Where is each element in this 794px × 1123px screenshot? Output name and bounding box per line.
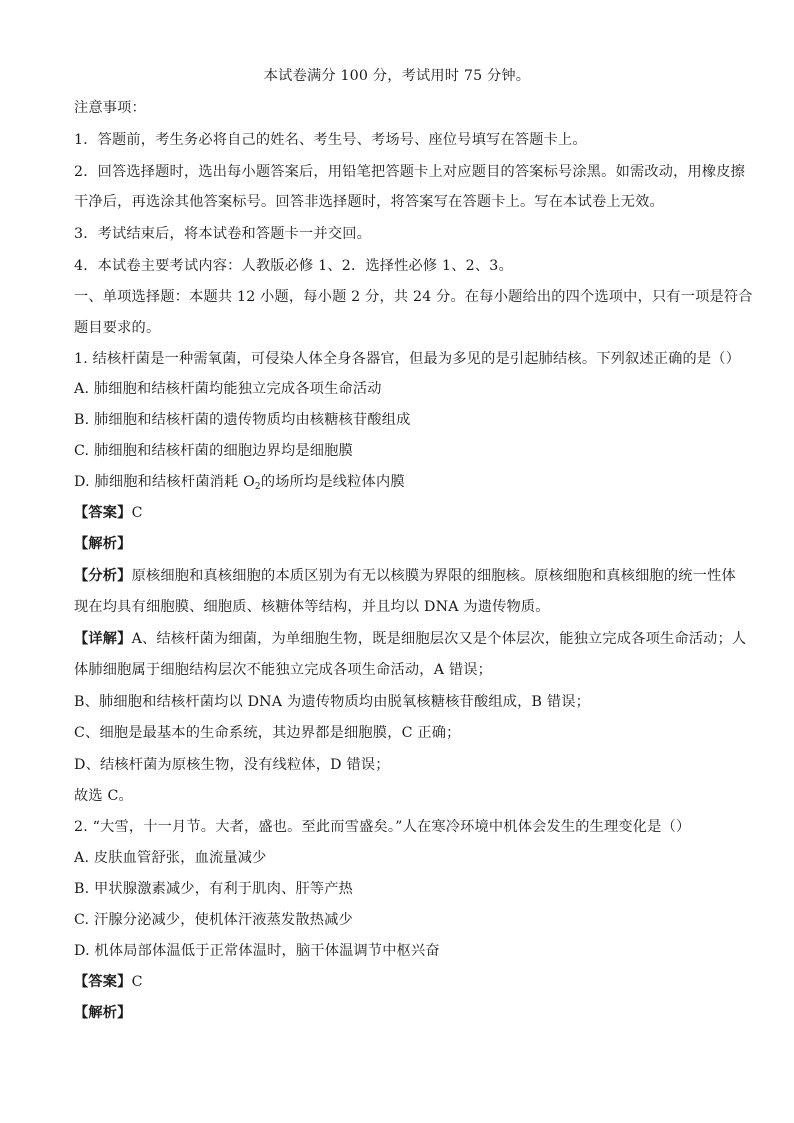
notice-item-4: 4．本试卷主要考试内容：人教版必修 1、2．选择性必修 1、2、3。 [74,258,513,274]
q1-stem: 1. 结核杆菌是一种需氧菌，可侵染人体全身各器官，但最为多见的是引起肺结核。下列叙述正确的是（） [74,351,741,367]
q1-option-a: A. 肺细胞和结核杆菌均能独立完成各项生命活动 [74,381,382,397]
q1-option-d [74,472,734,492]
exam-info: 本试卷满分 100 分，考试用时 75 分钟。 [263,68,531,84]
q1-answer-label: 【答案】 [74,505,132,521]
q2-option-b: B. 甲状腺激素减少，有利于肌肉、肝等产热 [74,881,354,897]
q1-answer-value: C [131,505,143,521]
section-heading-cont: 题目要求的。 [74,320,161,336]
q1-xiangjie-line1: A、结核杆菌为细菌，为单细胞生物，既是细胞层次又是个体层次，能独立完成各项生命活动；人 [131,631,747,647]
q2-analysis-label-text: 【解析】 [74,1005,132,1021]
q2-stem: 2. “大雪，十一月节。大者，盛也。至此而雪盛矣。”人在寒冷环境中机体会发生的生理变化是（） [74,819,691,835]
notice-item-3: 3．考试结束后，将本试卷和答题卡一并交回。 [74,226,371,242]
section-heading: 一、单项选择题：本题共 12 小题，每小题 2 分，共 24 分。在每小题给出的四个选项中，只有一项是符合 [74,289,753,305]
q1-analysis-label-text: 【解析】 [74,536,132,552]
q1-analysis-label [74,534,734,554]
q1-option-c: C. 肺细胞和结核杆菌的细胞边界均是细胞膜 [74,443,353,459]
q2-option-d: D. 机体局部体温低于正常体温时，脑干体温调节中枢兴奋 [74,943,440,959]
q1-fenxi [74,566,734,586]
notice-item-2-cont: 干净后，再选涂其他答案标号。回答非选择题时，将答案写在答题卡上。写在本试卷上无效。 [74,194,664,210]
notice-item-1: 1．答题前，考生务必将自己的姓名、考生号、考场号、座位号填写在答题卡上。 [74,132,587,148]
q1-option-d-post: 的场所均是线粒体内膜 [260,474,405,490]
q1-answer [74,503,734,523]
q1-detail-d: D、结核杆菌为原核生物，没有线粒体，D 错误； [74,757,390,773]
notice-item-2: 2．回答选择题时，选出每小题答案后，用铅笔把答题卡上对应题目的答案标号涂黑。如需改动，用橡皮擦 [74,164,746,180]
q1-option-d-sub: 2 [254,482,261,492]
notice-title: 注意事项： [74,100,146,116]
q2-answer-value: C [131,974,143,990]
q1-xiangjie-line2: 体肺细胞属于细胞结构层次不能独立完成各项生命活动，A 错误； [74,662,493,678]
q1-detail-b: B、肺细胞和结核杆菌均以 DNA 为遗传物质均由脱氧核糖核苷酸组成，B 错误； [74,694,591,710]
q2-answer [74,972,734,992]
q1-detail-c: C、细胞是最基本的生命系统，其边界都是细胞膜，C 正确； [74,725,461,741]
q1-xiangjie-label: 【详解】 [74,631,132,647]
q1-fenxi-label: 【分析】 [74,568,132,584]
q1-conclusion: 故选 C。 [74,788,133,804]
q1-option-b: B. 肺细胞和结核杆菌的遗传物质均由核糖核苷酸组成 [74,412,411,428]
q2-answer-label: 【答案】 [74,974,132,990]
q2-analysis-label [74,1003,734,1023]
q1-fenxi-line1: 原核细胞和真核细胞的本质区别为有无以核膜为界限的细胞核。原核细胞和真核细胞的统一性体 [131,568,736,584]
q1-option-d-pre: D. 肺细胞和结核杆菌消耗 O [74,474,255,490]
q1-fenxi-line2: 现在均具有细胞膜、细胞质、核糖体等结构，并且均以 DNA 为遗传物质。 [74,599,550,615]
q2-option-a: A. 皮肤血管舒张，血流量减少 [74,850,267,866]
q2-option-c: C. 汗腺分泌减少，使机体汗液蒸发散热减少 [74,912,353,928]
q1-xiangjie [74,629,747,649]
